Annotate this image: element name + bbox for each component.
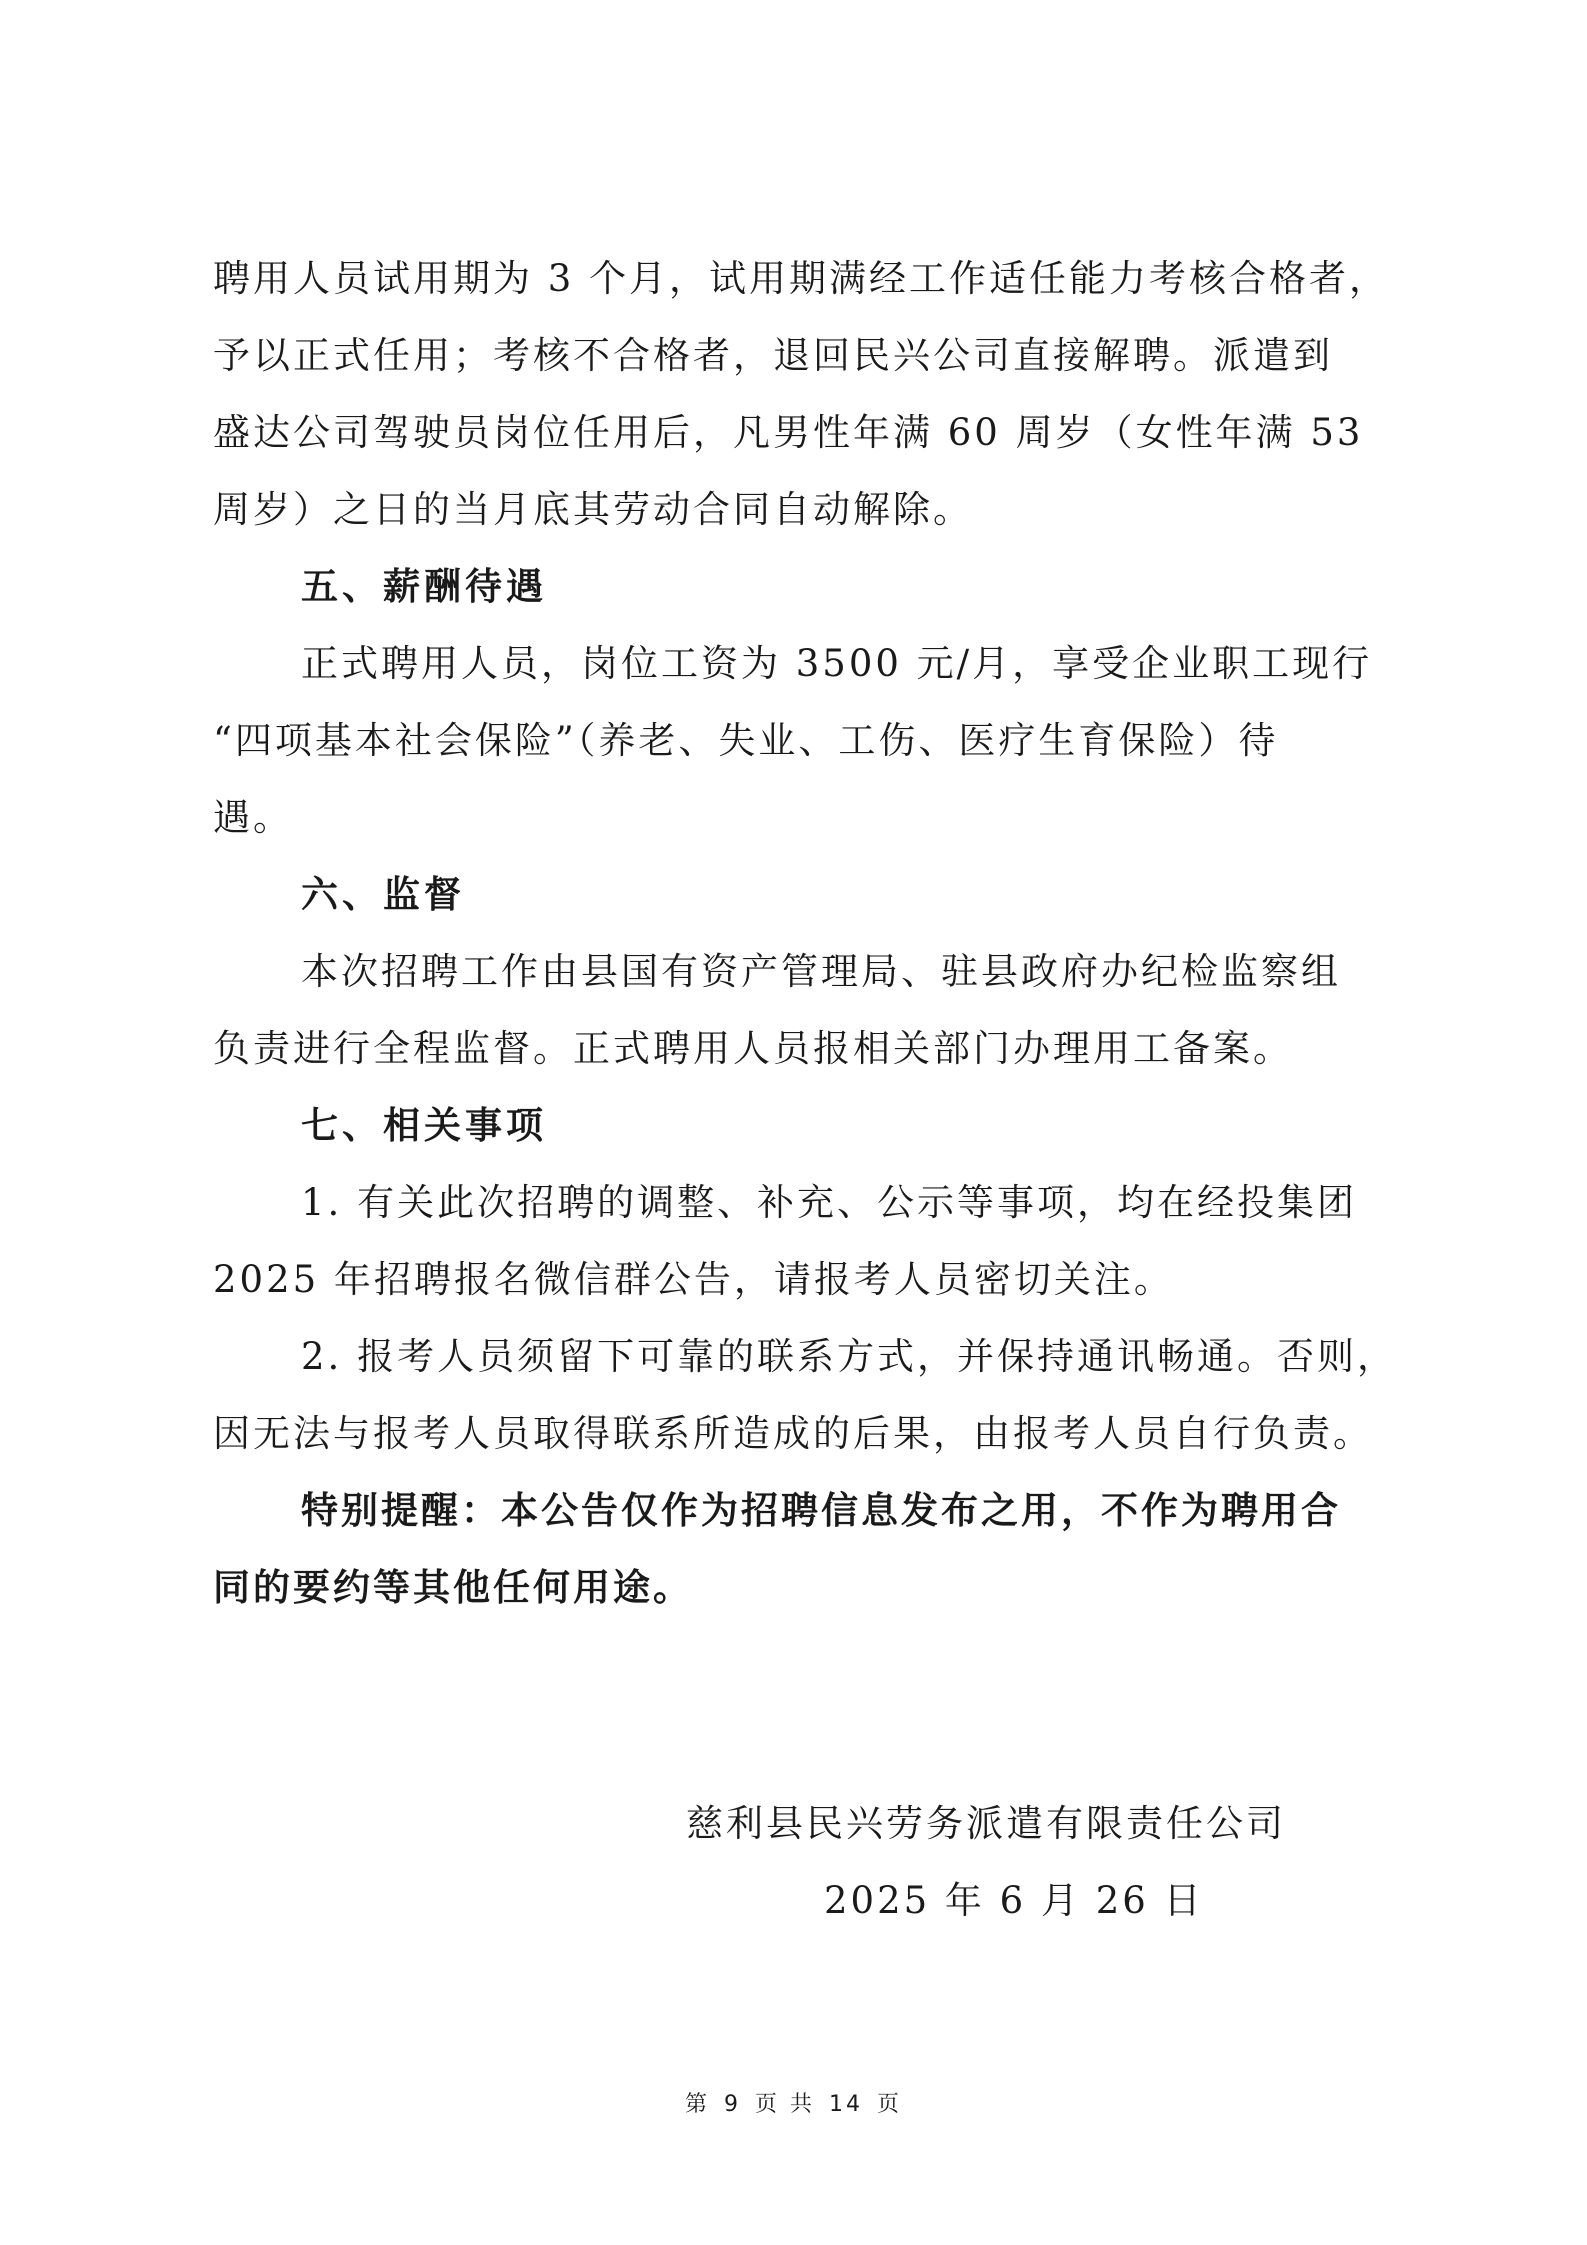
section-heading-salary: 五、薪酬待遇 bbox=[301, 565, 547, 608]
footer-page-number: 9 bbox=[724, 2092, 741, 2117]
signature-block bbox=[686, 1785, 1386, 1939]
body-line: 2025 年招聘报名微信群公告，请报考人员密切关注。 bbox=[213, 1258, 1174, 1301]
body-line: 2. 报考人员须留下可靠的联系方式，并保持通讯畅通。否则， bbox=[301, 1335, 1398, 1378]
body-line: 本次招聘工作由县国有资产管理局、驻县政府办纪检监察组 bbox=[301, 950, 1341, 993]
footer-total-pages: 14 bbox=[829, 2092, 863, 2117]
company-name: 慈利县民兴劳务派遣有限责任公司 bbox=[686, 1802, 1286, 1845]
body-line: 盛达公司驾驶员岗位任用后，凡男性年满 60 周岁（女性年满 53 bbox=[213, 411, 1364, 454]
special-reminder: 特别提醒：本公告仅作为招聘信息发布之用，不作为聘用合 bbox=[301, 1489, 1341, 1532]
body-line: 正式聘用人员，岗位工资为 3500 元/月，享受企业职工现行 bbox=[301, 642, 1373, 685]
body-line: “四项基本社会保险”（养老、失业、工伤、医疗生育保险）待 bbox=[213, 719, 1279, 762]
footer-suffix: 页 bbox=[877, 2092, 903, 2117]
document-body bbox=[213, 240, 1413, 1626]
body-line: 聘用人员试用期为 3 个月，试用期满经工作适任能力考核合格者， bbox=[213, 257, 1390, 300]
special-reminder-continued: 同的要约等其他任何用途。 bbox=[213, 1566, 693, 1609]
body-line: 周岁）之日的当月底其劳动合同自动解除。 bbox=[213, 488, 973, 531]
body-line: 1. 有关此次招聘的调整、补充、公示等事项，均在经投集团 bbox=[301, 1181, 1358, 1224]
section-heading-supervision: 六、监督 bbox=[301, 873, 465, 916]
body-line: 遇。 bbox=[213, 796, 293, 839]
footer-middle: 页 共 bbox=[755, 2092, 815, 2117]
section-heading-related-matters: 七、相关事项 bbox=[301, 1104, 547, 1147]
body-line: 负责进行全程监督。正式聘用人员报相关部门办理用工备案。 bbox=[213, 1027, 1293, 1070]
body-line: 予以正式任用；考核不合格者，退回民兴公司直接解聘。派遣到 bbox=[213, 334, 1333, 377]
body-line: 因无法与报考人员取得联系所造成的后果，由报考人员自行负责。 bbox=[213, 1412, 1373, 1455]
signature-date: 2025 年 6 月 26 日 bbox=[824, 1879, 1204, 1922]
page-footer bbox=[0, 2087, 1587, 2118]
footer-prefix: 第 bbox=[684, 2092, 710, 2117]
